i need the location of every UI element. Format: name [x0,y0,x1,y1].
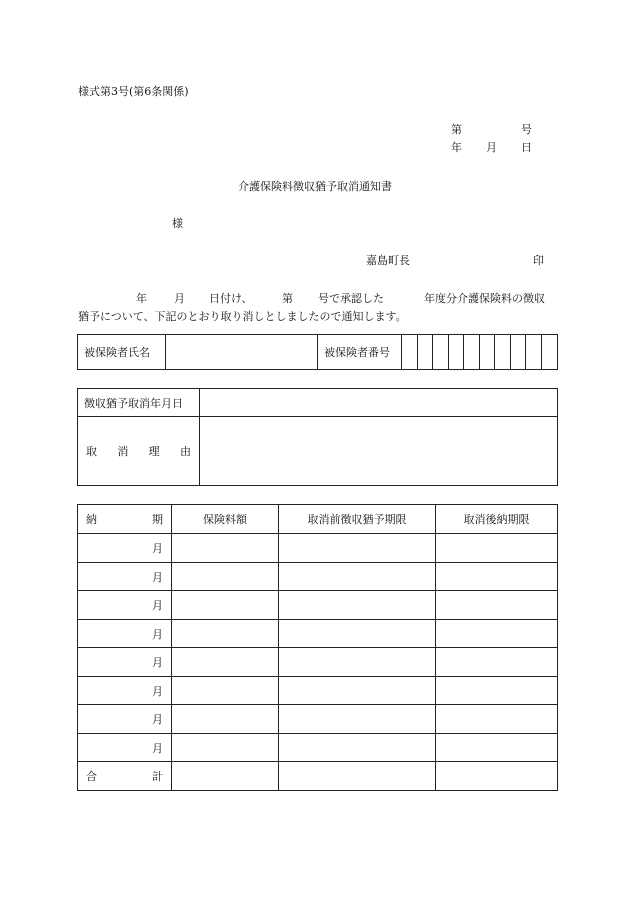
after-deadline-field[interactable] [436,705,558,734]
header-after-deadline: 取消後納期限 [436,505,558,534]
total-char: 合 [86,770,97,783]
before-deadline-field[interactable] [279,591,436,620]
header-period-cell [78,505,172,534]
reason-char: 由 [179,445,191,458]
after-deadline-field[interactable] [436,620,558,648]
after-deadline-field[interactable] [436,591,558,620]
before-deadline-field[interactable] [279,705,436,734]
header-premium: 保険料額 [172,505,279,534]
table-row [78,734,558,762]
ref-go: 号 [521,123,532,136]
insured-number-label: 被保険者番号 [318,335,402,370]
after-deadline-field[interactable] [436,648,558,677]
premium-field[interactable] [172,648,279,677]
insured-number-digit[interactable] [542,335,558,370]
body-dai: 第 [282,292,293,305]
body-go-approved: 号で承認した [318,292,384,305]
total-premium-field[interactable] [172,762,279,791]
table-row [78,591,558,620]
cancel-reason-label-cell [78,417,200,486]
body-nen: 年 [136,292,147,305]
premium-field[interactable] [172,705,279,734]
schedule-table [77,504,558,791]
table-row [78,648,558,677]
date-tsuki: 月 [486,141,497,154]
body-line-2: 猶予について、下記のとおり取り消しとしましたので通知します。 [78,310,407,323]
cancellation-table [77,388,558,486]
before-deadline-field[interactable] [279,734,436,762]
table-row [78,620,558,648]
before-deadline-field[interactable] [279,534,436,563]
month-cell: 月 [78,705,172,734]
month-cell: 月 [78,648,172,677]
before-deadline-field[interactable] [279,563,436,591]
premium-field[interactable] [172,677,279,705]
period-char: 期 [152,513,163,526]
insured-name-field[interactable] [166,335,318,370]
insured-number-digit[interactable] [433,335,449,370]
before-deadline-field[interactable] [279,620,436,648]
month-cell: 月 [78,534,172,563]
body-tsuki: 月 [174,292,185,305]
header-period [78,511,171,527]
insured-number-digit[interactable] [526,335,542,370]
premium-field[interactable] [172,620,279,648]
before-deadline-field[interactable] [279,648,436,677]
month-cell: 月 [78,620,172,648]
month-cell: 月 [78,563,172,591]
cancel-reason-label [78,443,199,459]
table-row [78,705,558,734]
insured-number-digit[interactable] [464,335,480,370]
after-deadline-field[interactable] [436,563,558,591]
total-char: 計 [152,770,163,783]
body-hidzuke: 日付け、 [209,292,253,305]
insured-number-digit[interactable] [418,335,433,370]
table-row [78,534,558,563]
header-before-deadline: 取消前徴収猶予期限 [279,505,436,534]
reason-char: 取 [86,445,97,458]
insured-number-digit[interactable] [495,335,511,370]
insured-number-digit[interactable] [480,335,495,370]
month-cell: 月 [78,591,172,620]
body-rest: 年度分介護保険料の徴収 [424,292,545,305]
cancel-date-field[interactable] [200,389,558,417]
recipient-suffix: 様 [172,217,183,230]
after-deadline-field[interactable] [436,677,558,705]
reason-char: 理 [148,445,160,458]
after-deadline-field[interactable] [436,734,558,762]
insured-table [77,334,558,370]
premium-field[interactable] [172,591,279,620]
month-cell: 月 [78,677,172,705]
seal-mark: 印 [533,254,544,267]
cancel-date-label: 徴収猶予取消年月日 [78,389,200,417]
premium-field[interactable] [172,534,279,563]
total-after-field[interactable] [436,762,558,791]
premium-field[interactable] [172,734,279,762]
before-deadline-field[interactable] [279,677,436,705]
after-deadline-field[interactable] [436,534,558,563]
date-nen: 年 [451,141,462,154]
insured-number-digit[interactable] [402,335,418,370]
table-row [78,563,558,591]
table-row [78,677,558,705]
insured-number-digit[interactable] [449,335,464,370]
schedule-header-row [78,505,558,534]
date-hi: 日 [521,141,532,154]
month-cell: 月 [78,734,172,762]
cancel-reason-field[interactable] [200,417,558,486]
period-char: 納 [86,513,97,526]
issuer-name: 嘉島町長 [366,254,410,267]
total-label [78,768,171,784]
reason-char: 消 [117,445,129,458]
insured-number-digit[interactable] [511,335,526,370]
total-before-field[interactable] [279,762,436,791]
document-title: 介護保険料徴収猶予取消通知書 [238,180,392,193]
premium-field[interactable] [172,563,279,591]
form-label: 様式第3号(第6条関係) [78,85,189,98]
total-row [78,762,558,791]
ref-dai: 第 [451,123,462,136]
total-label-cell [78,762,172,791]
insured-name-label: 被保険者氏名 [78,335,166,370]
